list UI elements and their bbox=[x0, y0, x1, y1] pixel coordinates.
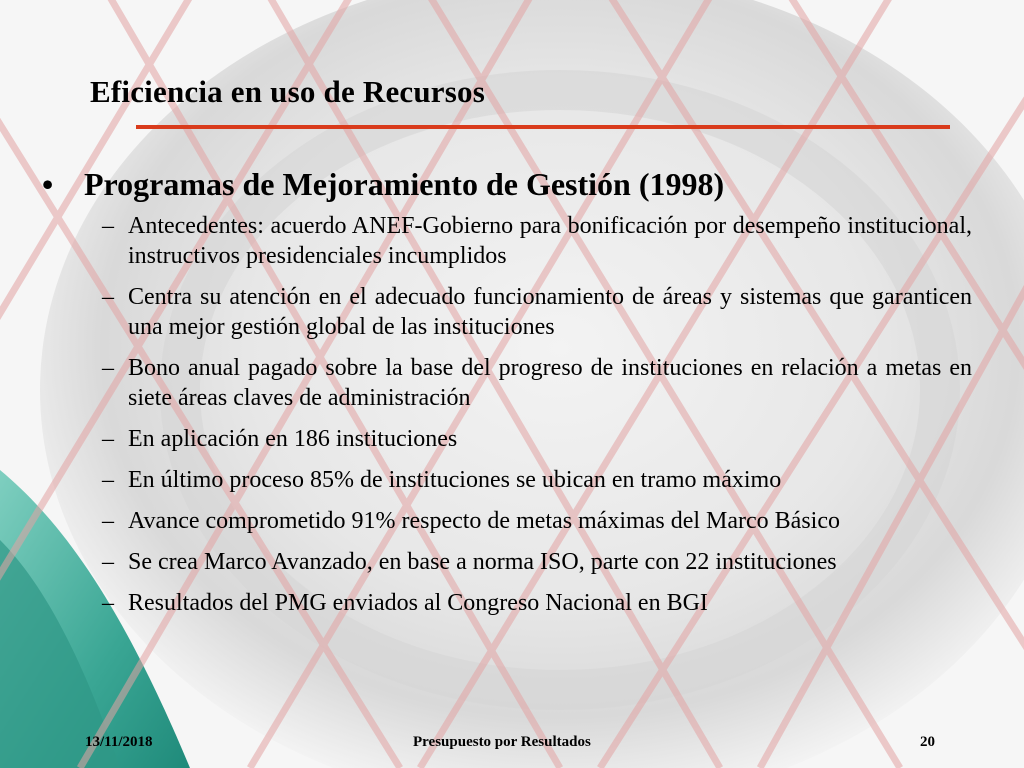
dash-symbol: – bbox=[102, 590, 114, 616]
dash-symbol: – bbox=[102, 549, 114, 575]
sub-bullet-list bbox=[42, 211, 972, 618]
sub-bullet-item bbox=[42, 282, 972, 342]
dash-symbol: – bbox=[102, 467, 114, 493]
footer-page-number: 20 bbox=[920, 734, 935, 750]
sub-bullet-item bbox=[42, 506, 972, 536]
sub-bullet-text: En último proceso 85% de instituciones se ubican en tramo máximo bbox=[128, 467, 782, 493]
dash-symbol: – bbox=[102, 213, 114, 239]
title-underline bbox=[136, 125, 950, 129]
sub-bullet-text: En aplicación en 186 instituciones bbox=[128, 426, 458, 452]
sub-bullet-text: Antecedentes: acuerdo ANEF-Gobierno para bonificación por desempeño institucional, instructivos presidenciales incumplidos bbox=[128, 213, 972, 269]
sub-bullet-item bbox=[42, 588, 972, 618]
slide-footer bbox=[0, 734, 1024, 756]
main-bullet bbox=[42, 163, 972, 205]
sub-bullet-text: Centra su atención en el adecuado funcionamiento de áreas y sistemas que garanticen una mejor gestión global de las instituciones bbox=[128, 284, 972, 340]
slide-title: Eficiencia en uso de Recursos bbox=[90, 74, 485, 109]
sub-bullet-item bbox=[42, 465, 972, 495]
main-bullet-text: Programas de Mejoramiento de Gestión (1998) bbox=[84, 166, 725, 202]
sub-bullet-text: Se crea Marco Avanzado, en base a norma ISO, parte con 22 instituciones bbox=[128, 549, 837, 575]
dash-symbol: – bbox=[102, 508, 114, 534]
sub-bullet-text: Bono anual pagado sobre la base del progreso de instituciones en relación a metas en siete áreas claves de administración bbox=[128, 355, 972, 411]
sub-bullet-item bbox=[42, 211, 972, 271]
footer-presentation-title: Presupuesto por Resultados bbox=[413, 734, 591, 750]
sub-bullet-item bbox=[42, 547, 972, 577]
dash-symbol: – bbox=[102, 426, 114, 452]
footer-date: 13/11/2018 bbox=[85, 734, 153, 750]
sub-bullet-text: Resultados del PMG enviados al Congreso Nacional en BGI bbox=[128, 590, 708, 616]
slide-content bbox=[42, 163, 972, 629]
dash-symbol: – bbox=[102, 355, 114, 381]
bullet-symbol: • bbox=[42, 166, 54, 202]
sub-bullet-item bbox=[42, 424, 972, 454]
dash-symbol: – bbox=[102, 284, 114, 310]
sub-bullet-text: Avance comprometido 91% respecto de metas máximas del Marco Básico bbox=[128, 508, 840, 534]
sub-bullet-item bbox=[42, 353, 972, 413]
